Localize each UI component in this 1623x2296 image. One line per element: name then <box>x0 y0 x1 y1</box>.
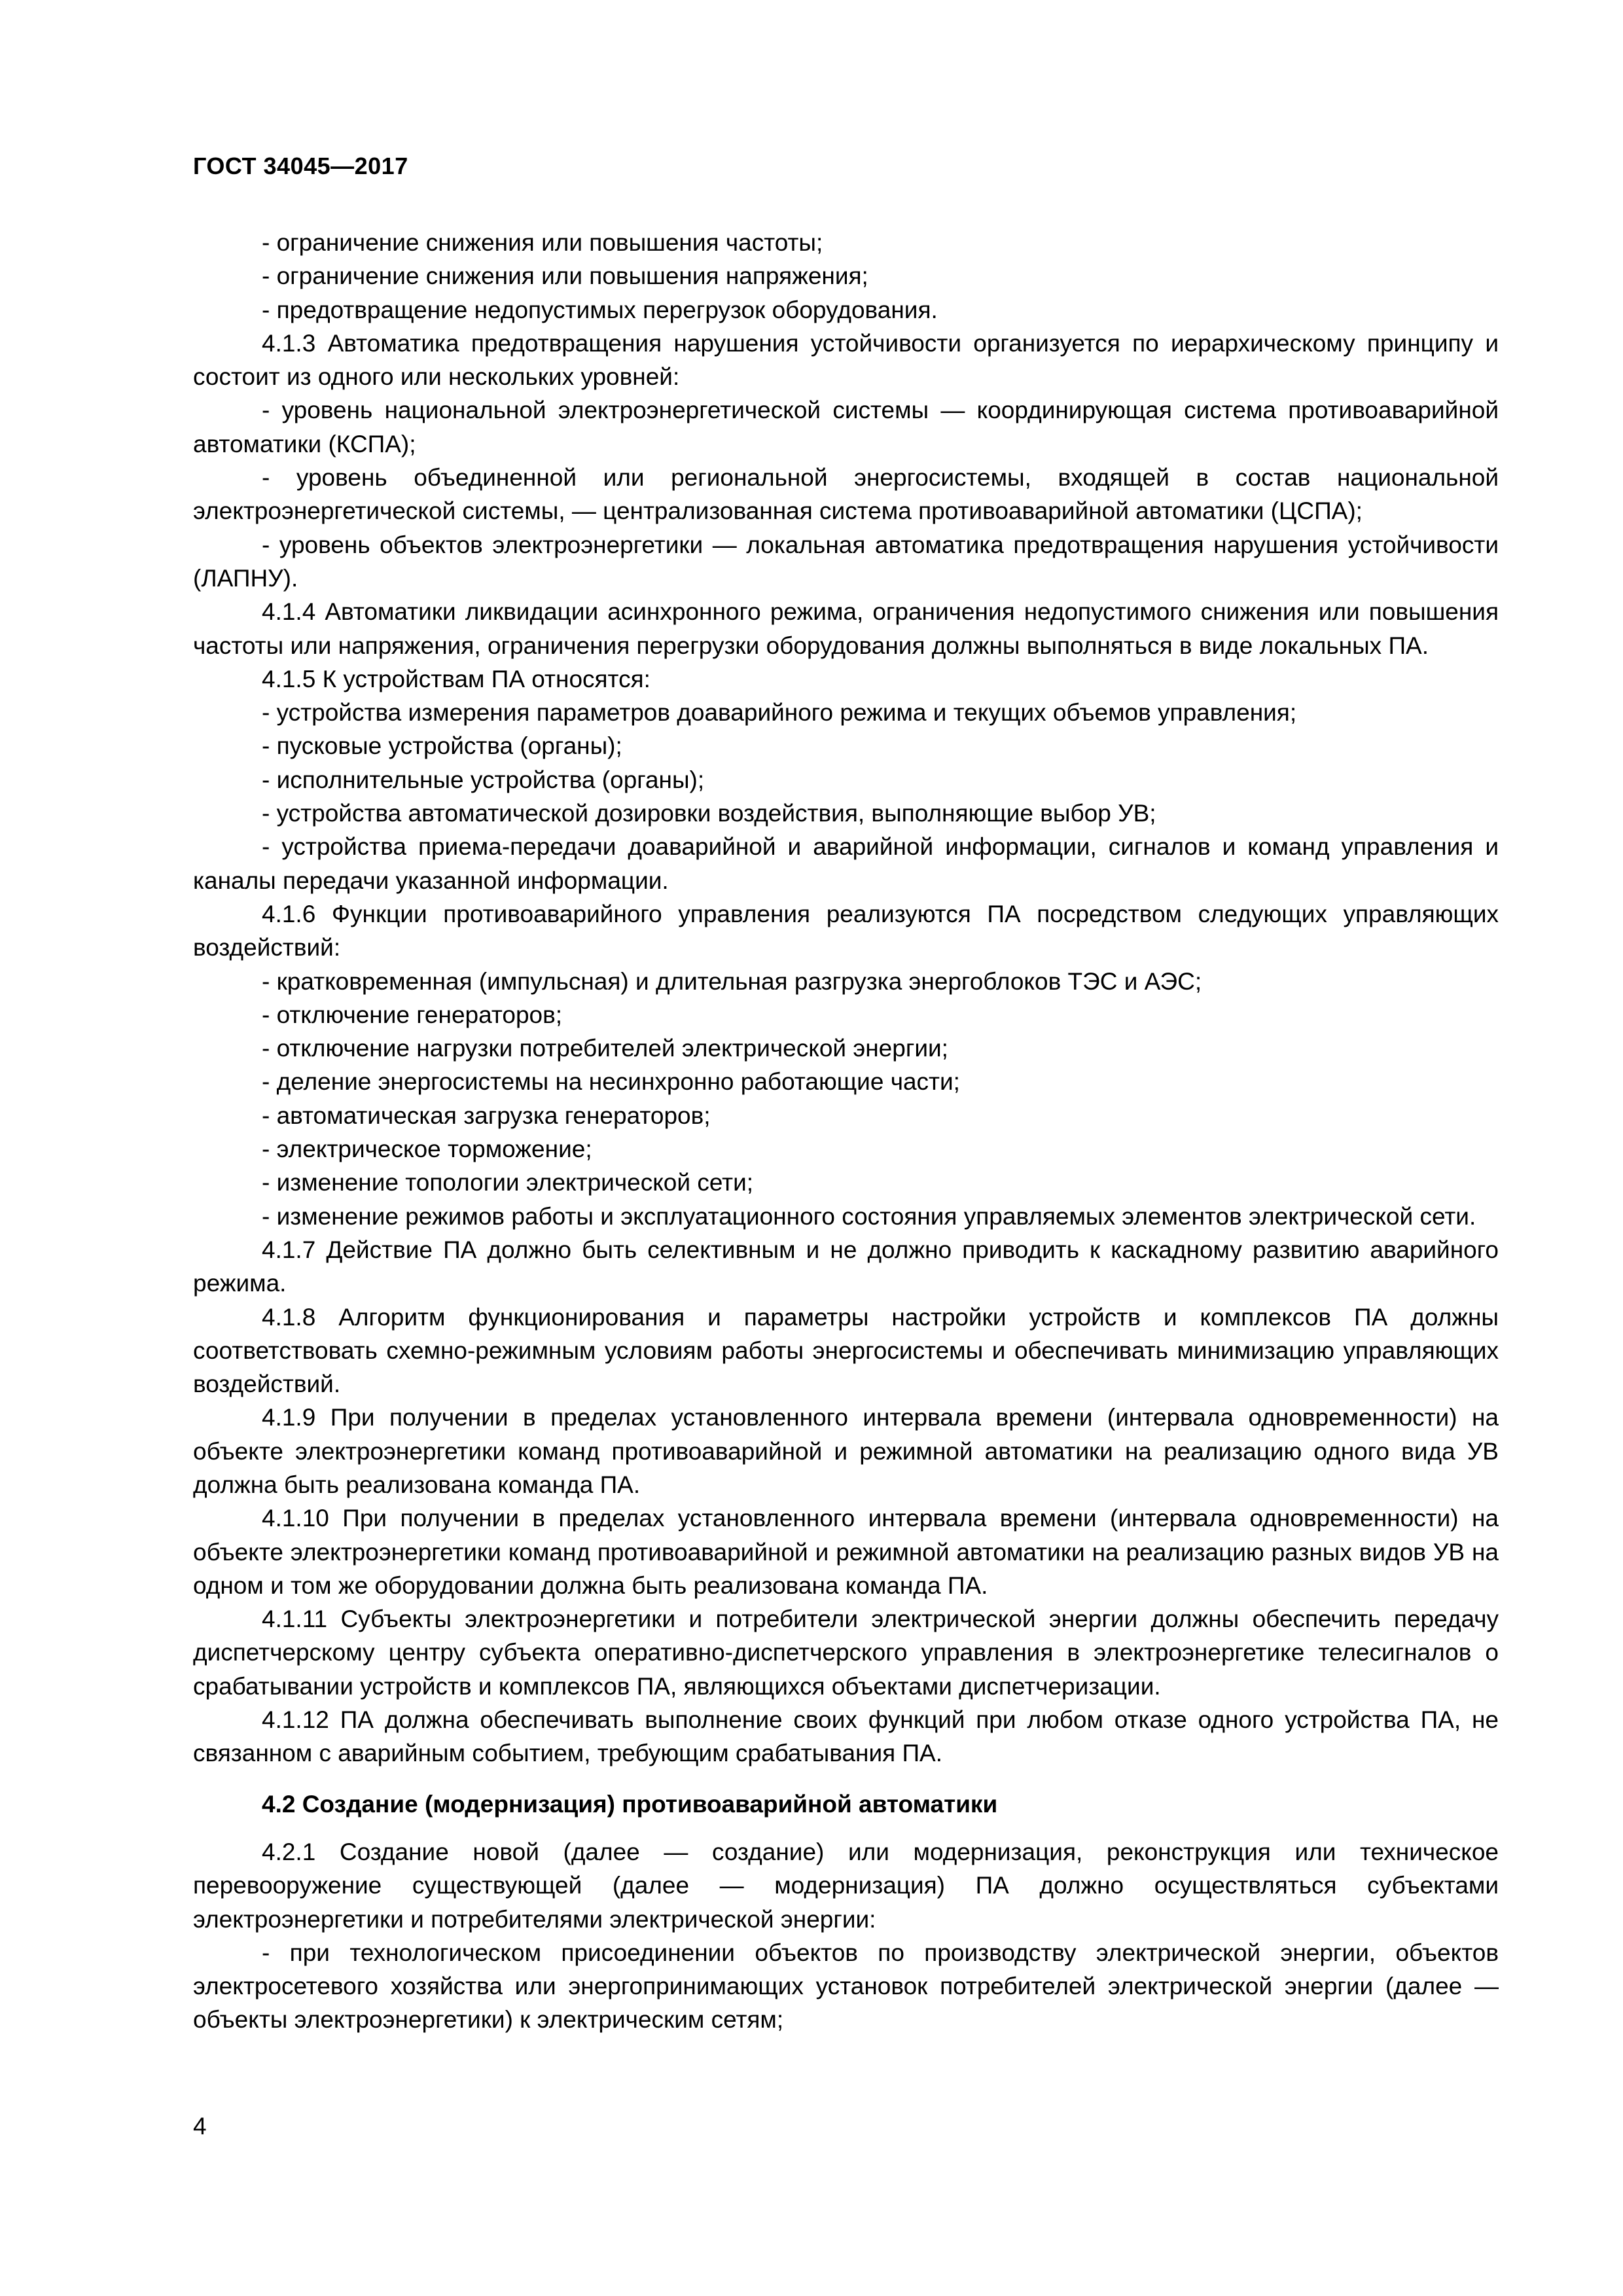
paragraph: 4.1.9 При получении в пределах установленного интервала времени (интервала одновременности) на объекте электроэнергетики команд противоаварийной и режимной автоматики на реализацию одного вида УВ должна быть реализована команда ПА. <box>193 1404 1499 1498</box>
paragraph: - пусковые устройства (органы); <box>262 732 622 760</box>
paragraph: 4.1.12 ПА должна обеспечивать выполнение своих функций при любом отказе одного устройства ПА, не связанном с аварийным событием, требующим срабатывания ПА. <box>193 1706 1499 1767</box>
paragraph: - при технологическом присоединении объектов по производству электрической энергии, объектов электросетевого хозяйства или энергопринимающих установок потребителей электрической энергии (далее — объекты электроэнергетики) к электрическим сетям; <box>193 1939 1499 2034</box>
paragraph: 4.1.10 При получении в пределах установленного интервала времени (интервала одновременности) на объекте электроэнергетики команд противоаварийной и режимной автоматики на реализацию разных видов УВ на одном и том же оборудовании должна быть реализована команда ПА. <box>193 1505 1499 1599</box>
paragraph: 4.1.7 Действие ПА должно быть селективным и не должно приводить к каскадному развитию аварийного режима. <box>193 1236 1499 1297</box>
paragraph: - уровень объектов электроэнергетики — локальная автоматика предотвращения нарушения устойчивости (ЛАПНУ). <box>193 531 1499 592</box>
paragraph: - предотвращение недопустимых перегрузок оборудования. <box>262 296 938 323</box>
paragraph: - уровень объединенной или региональной энергосистемы, входящей в состав национальной электроэнергетической системы, — централизованная система противоаварийной автоматики (ЦСПА); <box>193 464 1499 525</box>
paragraph: - устройства автоматической дозировки воздействия, выполняющие выбор УВ; <box>262 800 1156 827</box>
paragraph: 4.2.1 Создание новой (далее — создание) или модернизация, реконструкция или техническое перевооружение существующей (далее — модернизация) ПА должно осуществляться субъектами электроэнергетики и потребителями электрической энергии: <box>193 1838 1499 1933</box>
paragraph: - изменение топологии электрической сети; <box>262 1169 754 1196</box>
paragraph: - устройства приема-передачи доаварийной и аварийной информации, сигналов и команд управления и каналы передачи указанной информации. <box>193 833 1499 894</box>
paragraph: 4.1.11 Субъекты электроэнергетики и потребители электрической энергии должны обеспечить передачу диспетчерскому центру субъекта оперативно-диспетчерского управления в электроэнергетике телесигналов о срабатывании устройств и комплексов ПА, являющихся объектами диспетчеризации. <box>193 1605 1499 1700</box>
document-body <box>193 226 1499 2037</box>
paragraph: - исполнительные устройства (органы); <box>262 766 705 793</box>
section-heading: 4.2 Создание (модернизация) противоаварийной автоматики <box>262 1790 998 1818</box>
paragraph: - ограничение снижения или повышения частоты; <box>262 229 823 256</box>
document-id: ГОСТ 34045—2017 <box>193 152 408 179</box>
paragraph: - автоматическая загрузка генераторов; <box>262 1102 711 1129</box>
paragraph: 4.1.3 Автоматика предотвращения нарушения устойчивости организуется по иерархическому принципу и состоит из одного или нескольких уровней: <box>193 329 1499 391</box>
paragraph: - уровень национальной электроэнергетической системы — координирующая система противоаварийной автоматики (КСПА); <box>193 397 1499 457</box>
paragraph: - устройства измерения параметров доаварийного режима и текущих объемов управления; <box>262 699 1297 726</box>
paragraph: - отключение нагрузки потребителей электрической энергии; <box>262 1035 948 1062</box>
page-number: 4 <box>193 2113 207 2140</box>
paragraph: 4.1.4 Автоматики ликвидации асинхронного режима, ограничения недопустимого снижения или повышения частоты или напряжения, ограничения перегрузки оборудования должны выполняться в виде локальных ПА. <box>193 598 1499 659</box>
paragraph: - отключение генераторов; <box>262 1001 563 1028</box>
paragraph: - электрическое торможение; <box>262 1136 592 1163</box>
paragraph: 4.1.6 Функции противоаварийного управления реализуются ПА посредством следующих управляющих воздействий: <box>193 900 1499 961</box>
paragraph: - кратковременная (импульсная) и длительная разгрузка энергоблоков ТЭС и АЭС; <box>262 967 1202 995</box>
paragraph: - деление энергосистемы на несинхронно работающие части; <box>262 1068 960 1096</box>
paragraph: 4.1.5 К устройствам ПА относятся: <box>262 665 651 692</box>
paragraph: - ограничение снижения или повышения напряжения; <box>262 262 868 290</box>
paragraph: - изменение режимов работы и эксплуатационного состояния управляемых элементов электрической сети. <box>262 1202 1476 1230</box>
paragraph: 4.1.8 Алгоритм функционирования и параметры настройки устройств и комплексов ПА должны соответствовать схемно-режимным условиям работы энергосистемы и обеспечивать минимизацию управляющих воздействий. <box>193 1303 1499 1398</box>
